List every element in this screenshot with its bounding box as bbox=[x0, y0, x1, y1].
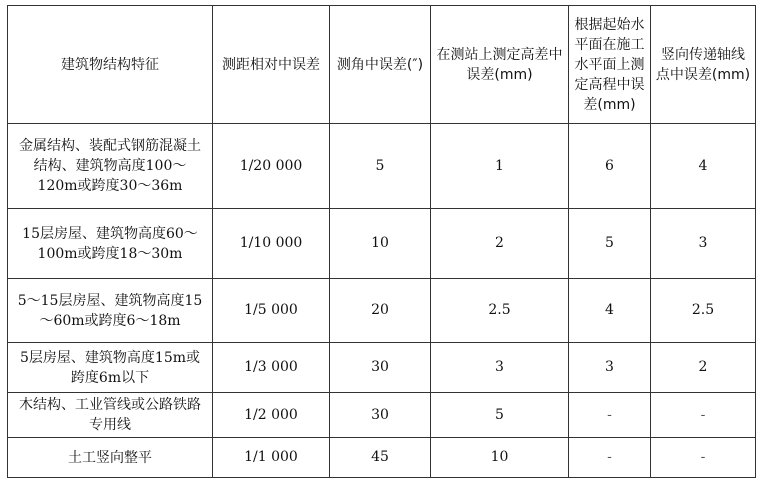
header-angle-error: 测角中误差(″) bbox=[330, 6, 431, 124]
cell-station: 10 bbox=[431, 438, 569, 478]
cell-station: 3 bbox=[431, 343, 569, 393]
header-structure-feature: 建筑物结构特征 bbox=[8, 6, 213, 124]
accuracy-table bbox=[7, 5, 756, 478]
cell-elevation: - bbox=[569, 393, 651, 438]
header-axis-transfer-error: 竖向传递轴线点中误差(mm) bbox=[651, 6, 756, 124]
cell-elevation: 5 bbox=[569, 209, 651, 279]
table-row bbox=[8, 124, 756, 209]
cell-distance: 1/1 000 bbox=[213, 438, 330, 478]
cell-angle: 45 bbox=[330, 438, 431, 478]
cell-station: 2 bbox=[431, 209, 569, 279]
cell-feature: 5层房屋、建筑物高度15m或跨度6m以下 bbox=[8, 343, 213, 393]
cell-distance: 1/3 000 bbox=[213, 343, 330, 393]
cell-distance: 1/5 000 bbox=[213, 279, 330, 343]
cell-elevation: 3 bbox=[569, 343, 651, 393]
cell-elevation: 4 bbox=[569, 279, 651, 343]
cell-station: 5 bbox=[431, 393, 569, 438]
cell-station: 2.5 bbox=[431, 279, 569, 343]
cell-station: 1 bbox=[431, 124, 569, 209]
cell-feature: 木结构、工业管线或公路铁路专用线 bbox=[8, 393, 213, 438]
cell-angle: 30 bbox=[330, 343, 431, 393]
cell-axis: 2.5 bbox=[651, 279, 756, 343]
table-row bbox=[8, 438, 756, 478]
cell-feature: 土工竖向整平 bbox=[8, 438, 213, 478]
table-row bbox=[8, 209, 756, 279]
table-container bbox=[7, 5, 756, 478]
table-row bbox=[8, 279, 756, 343]
cell-angle: 30 bbox=[330, 393, 431, 438]
cell-feature: 15层房屋、建筑物高度60～100m或跨度18～30m bbox=[8, 209, 213, 279]
cell-axis: - bbox=[651, 438, 756, 478]
table-row bbox=[8, 393, 756, 438]
header-distance-error: 测距相对中误差 bbox=[213, 6, 330, 124]
cell-angle: 5 bbox=[330, 124, 431, 209]
header-elevation-error: 根据起始水平面在施工水平面上测定高程中误差(mm) bbox=[569, 6, 651, 124]
cell-feature: 5～15层房屋、建筑物高度15～60m或跨度6～18m bbox=[8, 279, 213, 343]
cell-angle: 10 bbox=[330, 209, 431, 279]
header-row bbox=[8, 6, 756, 124]
cell-axis: 3 bbox=[651, 209, 756, 279]
cell-angle: 20 bbox=[330, 279, 431, 343]
cell-elevation: - bbox=[569, 438, 651, 478]
header-station-height-error: 在测站上测定高差中误差(mm) bbox=[431, 6, 569, 124]
cell-axis: 4 bbox=[651, 124, 756, 209]
cell-axis: - bbox=[651, 393, 756, 438]
cell-axis: 2 bbox=[651, 343, 756, 393]
cell-feature: 金属结构、装配式钢筋混凝土结构、建筑物高度100～120m或跨度30～36m bbox=[8, 124, 213, 209]
table-row bbox=[8, 343, 756, 393]
cell-distance: 1/20 000 bbox=[213, 124, 330, 209]
cell-elevation: 6 bbox=[569, 124, 651, 209]
cell-distance: 1/10 000 bbox=[213, 209, 330, 279]
cell-distance: 1/2 000 bbox=[213, 393, 330, 438]
